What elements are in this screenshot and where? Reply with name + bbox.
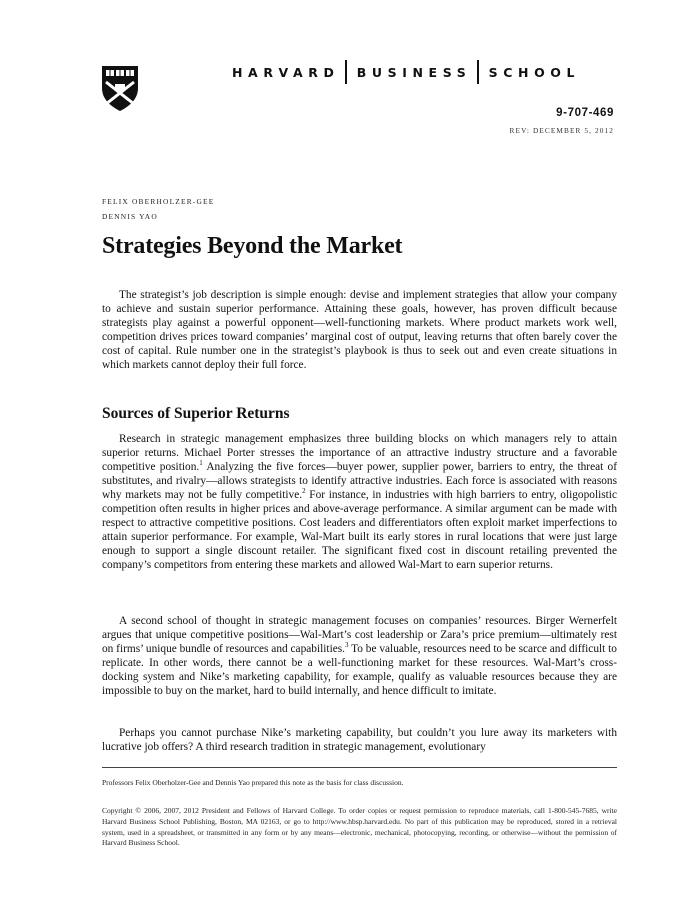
author-name: DENNIS YAO	[102, 212, 158, 221]
body-paragraph: Perhaps you cannot purchase Nike’s marketing capability, but couldn’t you lure away its marketers with lucrative job offers? A third research tradition in strategic management, evolutionary	[102, 727, 617, 753]
revision-date: REV: DECEMBER 5, 2012	[509, 126, 614, 135]
masthead-divider	[345, 60, 346, 84]
footnote-marker[interactable]: 1	[199, 459, 203, 468]
paragraph-text: For instance, in industries with high barriers to entry, oligopolistic competition often results in higher prices and above-average performance. A similar argument can be made with respect to attractive competitive positions. Cost leaders and differentiators often exploit market imperfections to attain superior performance. For example, Wal-Mart built its early stores in rural locations that were just large enough to support a single discount retailer. The significant fixed cost in discount retailing prevented the company’s competitors from entering these markets and allowed Wal-Mart to earn superior returns.	[102, 488, 617, 571]
case-number: 9-707-469	[556, 107, 614, 119]
school-masthead	[232, 60, 622, 84]
footnote-marker[interactable]: 2	[302, 487, 306, 496]
paragraph-text: To be valuable, resources need to be scarce and difficult to replicate. In other words, there cannot be a well-functioning market for these resources. Wal-Mart’s cross-docking system and Nike’s marketing capability, for example, qualify as valuable resources because they are impossible to buy on the market, hard to build internally, and hence difficult to imitate.	[102, 642, 617, 697]
harvard-shield-logo	[100, 64, 140, 112]
footnote-marker[interactable]: 3	[345, 641, 349, 650]
paragraph-text: A second school of thought in strategic management focuses on companies’ resources. Birger Wernerfelt argues that unique competitive positions—Wal-Mart’s cost leadership or Zara’s price premium—ultimately rest on firms’ unique bundle of resources and capabilities.	[102, 615, 617, 655]
masthead-word-school: SCHOOL	[488, 64, 581, 80]
footnote-text: Professors Felix Oberholzer-Gee and Dennis Yao prepared this note as the basis for class discussion.	[102, 778, 404, 787]
section-heading: Sources of Superior Returns	[102, 405, 290, 422]
document-title: Strategies Beyond the Market	[102, 233, 403, 259]
intro-paragraph: The strategist’s job description is simple enough: devise and implement strategies that allow your company to achieve and sustain superior performance. Attaining these goals, however, has proven difficult because strategists play against a powerful opponent—well-functioning markets. Where product markets work well, competition drives prices toward companies’ marginal cost of output, leaving returns that often barely cover the cost of capital. Rule number one in the strategist’s playbook is thus to seek out and even create situations in which markets cannot deploy their full force.	[102, 289, 617, 371]
footnote-divider	[102, 767, 617, 768]
paragraph-text: Research in strategic management emphasizes three building blocks on which managers rely to attain superior returns. Michael Porter stresses the importance of an attractive industry structure and a favorable competitive position.	[102, 433, 617, 473]
masthead-word-business: BUSINESS	[356, 64, 472, 80]
copyright-notice: Copyright © 2006, 2007, 2012 President and Fellows of Harvard College. To order copies or request permission to reproduce materials, call 1-800-545-7685, write Harvard Business School Publishing, Boston, MA 02163, or go to http://www.hbsp.harvard.edu. No part of this publication may be reproduced, stored in a retrieval system, used in a spreadsheet, or transmitted in any form or by any means—electronic, mechanical, photocopying, recording, or otherwise—without the permission of Harvard Business School.	[102, 806, 617, 848]
body-paragraph	[102, 433, 617, 573]
masthead-word-harvard: HARVARD	[232, 64, 340, 80]
author-name: FELIX OBERHOLZER-GEE	[102, 197, 215, 206]
paragraph-text: Analyzing the five forces—buyer power, supplier power, barriers to entry, the threat of substitutes, and rivalry—allows strategists to identify attractive industries. Each force is associated with reasons why markets may not be fully competitive.	[102, 460, 617, 501]
masthead-divider	[477, 60, 478, 84]
body-paragraph	[102, 615, 617, 699]
